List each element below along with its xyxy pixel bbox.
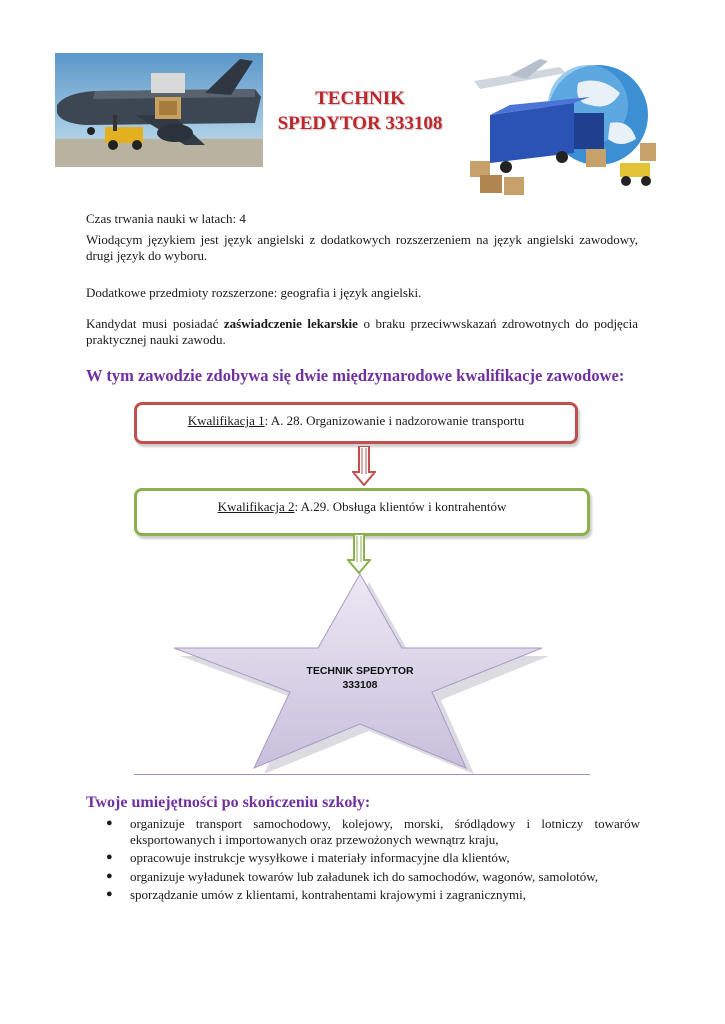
qualification-1-text (188, 413, 525, 429)
qualification-2-box (134, 488, 590, 536)
skills-heading: Twoje umiejętności po skończeniu szkoły: (86, 794, 371, 811)
candidate-text (86, 316, 638, 348)
logistics-globe-image (470, 53, 662, 201)
title-line-2: SPEDYTOR 333108 (277, 113, 443, 134)
medical-certificate-bold: zaświadczenie lekarskie (223, 316, 358, 331)
list-item-text: organizuje wyładunek towarów lub załadunek ich do samochodów, wagonów, samolotów, (130, 868, 599, 884)
qualification-2-label: Kwalifikacja 2 (217, 499, 295, 514)
bullet-icon: ● (106, 869, 113, 882)
list-item-text: opracowuje instrukcje wysyłkowe i materiały informacyjne dla klientów, (130, 850, 510, 865)
bullet-icon: ● (106, 851, 113, 863)
star-label-line-1: TECHNIK SPEDYTOR (306, 665, 414, 677)
title-line-1: TECHNIK (315, 88, 405, 109)
qualification-1-box (134, 402, 578, 444)
airplane-cargo-image (55, 53, 263, 167)
divider (134, 774, 590, 775)
candidate-text-start: Kandydat musi posiadać (86, 316, 224, 331)
star-label-line-2: 333108 (342, 679, 378, 691)
language-text: Wiodącym językiem jest język angielski z dodatkowych rozszerzeniem na język angielski zawodowy, drugi język do wyboru. (86, 232, 638, 263)
bullet-icon: ● (106, 888, 113, 900)
arrow-down-icon (352, 446, 376, 486)
arrow-down-icon (347, 534, 371, 574)
subjects-text: Dodatkowe przedmioty rozszerzone: geografia i język angielski. (86, 285, 422, 300)
list-item (100, 850, 640, 866)
qualification-1-label: Kwalifikacja 1 (187, 413, 265, 428)
qualifications-heading: W tym zawodzie zdobywa się dwie międzynarodowe kwalifikacje zawodowe: (86, 366, 625, 385)
list-item (100, 887, 640, 903)
qualification-2-description: : A.29. Obsługa klientów i kontrahentów (294, 499, 507, 514)
qualification-2-text (218, 499, 507, 515)
skills-list (100, 816, 640, 906)
list-item-text: organizuje transport samochodowy, kolejowy, morski, śródlądowy i lotniczy towarów eksportowanych i importowanych oraz przewożonych wewnątrz kraju, (130, 816, 640, 847)
duration-text: Czas trwania nauki w latach: 4 (86, 211, 246, 226)
list-item (100, 869, 640, 885)
list-item-text: sporządzanie umów z klientami, kontrahentami krajowymi i zagranicznymi, (130, 887, 527, 902)
qualification-1-description: : A. 28. Organizowanie i nadzorowanie transportu (264, 413, 525, 428)
candidate-text-end: o braku przeciwwskazań zdrowotnych do podjęcia praktycznej nauki zawodu. (86, 316, 638, 347)
page-title (250, 86, 470, 136)
list-item (100, 816, 640, 847)
star-label (280, 664, 440, 692)
bullet-icon: ● (106, 817, 113, 829)
